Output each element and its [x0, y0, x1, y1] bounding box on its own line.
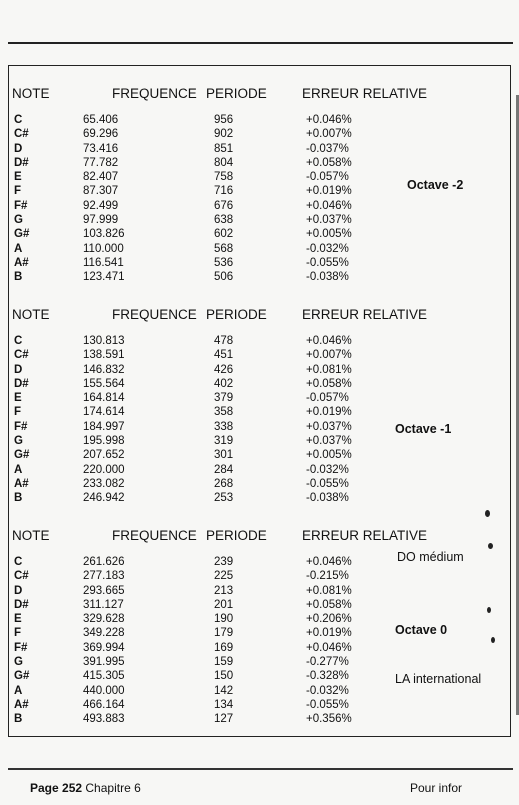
la-international-label: LA international: [395, 672, 482, 686]
period-cell: 602: [214, 228, 234, 241]
period-cell: 268: [214, 477, 234, 490]
scan-smudge: [488, 543, 493, 549]
freq-cell: 174.614: [83, 406, 125, 419]
freq-cell: 65.406: [83, 114, 119, 126]
note-cell: B: [14, 713, 23, 726]
period-cell: 127: [214, 713, 234, 726]
scan-smudge: [487, 607, 491, 613]
header-frequence: FREQUENCE: [112, 528, 197, 543]
freq-cell: 329.628: [83, 613, 125, 626]
error-cell: -0.032%: [306, 242, 349, 255]
period-cell: 379: [214, 392, 234, 405]
note-cell: C#: [14, 349, 29, 362]
octave-label: Octave -1: [395, 422, 452, 436]
error-cell: -0.032%: [306, 684, 349, 697]
table-row: [14, 335, 509, 349]
error-cell: +0.005%: [306, 228, 352, 241]
period-cell: 213: [214, 584, 234, 597]
note-cell: B: [14, 492, 23, 505]
table-row: [14, 143, 509, 157]
table-row: [14, 464, 509, 478]
table-row: [14, 570, 509, 584]
error-cell: +0.081%: [306, 363, 352, 376]
period-cell: 402: [214, 377, 234, 390]
note-rows: [14, 114, 509, 286]
period-cell: 902: [214, 128, 234, 141]
octave-label: Octave 0: [395, 623, 448, 637]
note-cell: C: [14, 556, 23, 568]
header-note: NOTE: [12, 307, 50, 322]
freq-cell: 391.995: [83, 656, 125, 669]
error-cell: +0.081%: [306, 584, 352, 597]
note-rows: [14, 556, 509, 728]
period-cell: 536: [214, 256, 234, 269]
note-cell: G#: [14, 449, 30, 462]
scan-smudge: [485, 510, 490, 517]
table-row: [14, 128, 509, 142]
table-row: [14, 349, 509, 363]
column-header-row: [14, 86, 509, 104]
table-row: [14, 364, 509, 378]
table-row: [14, 214, 509, 228]
freq-cell: 220.000: [83, 463, 125, 476]
freq-cell: 311.127: [83, 598, 124, 611]
error-cell: +0.037%: [306, 214, 352, 227]
column-header-row: [14, 307, 509, 325]
note-cell: A: [14, 242, 23, 255]
error-cell: -0.037%: [306, 142, 349, 155]
freq-cell: 277.183: [83, 570, 125, 583]
table-row: [14, 699, 509, 713]
table-row: [14, 478, 509, 492]
freq-cell: 73.416: [83, 142, 119, 155]
table-row: [14, 114, 509, 128]
note-cell: C#: [14, 128, 29, 141]
note-cell: F#: [14, 199, 28, 212]
table-row: [14, 200, 509, 214]
note-cell: G: [14, 656, 23, 669]
period-cell: 142: [214, 684, 234, 697]
error-cell: -0.038%: [306, 492, 349, 505]
error-cell: -0.057%: [306, 171, 349, 184]
period-cell: 190: [214, 613, 234, 626]
period-cell: 253: [214, 492, 234, 505]
freq-cell: 138.591: [83, 349, 125, 362]
table-row: [14, 271, 509, 285]
table-row: [14, 656, 509, 670]
freq-cell: 103.826: [83, 228, 125, 241]
note-cell: G: [14, 214, 23, 227]
period-cell: 956: [214, 114, 234, 126]
note-cell: D#: [14, 377, 29, 390]
period-cell: 358: [214, 406, 234, 419]
freq-cell: 77.782: [83, 156, 119, 169]
octave-section-minus1: [14, 307, 509, 507]
table-row: [14, 228, 509, 242]
error-cell: +0.046%: [306, 335, 352, 347]
error-cell: -0.055%: [306, 256, 349, 269]
table-row: [14, 713, 509, 727]
error-cell: +0.019%: [306, 406, 352, 419]
freq-cell: 97.999: [83, 214, 119, 227]
header-periode: PERIODE: [206, 307, 267, 322]
error-cell: -0.032%: [306, 463, 349, 476]
error-cell: +0.046%: [306, 114, 352, 126]
note-cell: D: [14, 363, 23, 376]
period-cell: 758: [214, 171, 234, 184]
octave-label: Octave -2: [407, 178, 464, 192]
period-cell: 451: [214, 349, 234, 362]
note-rows: [14, 335, 509, 507]
freq-cell: 82.407: [83, 171, 119, 184]
period-cell: 851: [214, 142, 234, 155]
note-cell: C: [14, 114, 23, 126]
error-cell: -0.038%: [306, 271, 349, 284]
header-note: NOTE: [12, 86, 50, 101]
freq-cell: 69.296: [83, 128, 119, 141]
note-cell: A#: [14, 698, 29, 711]
error-cell: +0.046%: [306, 199, 352, 212]
note-cell: F: [14, 627, 22, 640]
freq-cell: 246.942: [83, 492, 125, 505]
note-cell: A: [14, 684, 23, 697]
header-erreur: ERREUR RELATIVE: [302, 528, 428, 543]
note-cell: F#: [14, 420, 28, 433]
period-cell: 301: [214, 449, 234, 462]
footer-right: Pour infor: [410, 781, 463, 795]
table-row: [14, 157, 509, 171]
freq-cell: 155.564: [83, 377, 125, 390]
note-cell: E: [14, 392, 22, 405]
freq-cell: 130.813: [83, 335, 125, 347]
error-cell: -0.328%: [306, 670, 349, 683]
error-cell: -0.055%: [306, 477, 349, 490]
note-cell: D: [14, 142, 23, 155]
freq-cell: 440.000: [83, 684, 125, 697]
table-row: [14, 449, 509, 463]
period-cell: 179: [214, 627, 234, 640]
error-cell: +0.007%: [306, 128, 352, 141]
table-row: [14, 685, 509, 699]
note-cell: D#: [14, 598, 29, 611]
error-cell: +0.356%: [306, 713, 352, 726]
period-cell: 319: [214, 435, 234, 448]
note-cell: F#: [14, 641, 28, 654]
footer-left: [30, 781, 141, 795]
error-cell: +0.037%: [306, 420, 352, 433]
table-row: [14, 492, 509, 506]
column-header-row: [14, 528, 509, 546]
scan-smudge: [491, 637, 495, 643]
error-cell: +0.058%: [306, 598, 352, 611]
period-cell: 225: [214, 570, 234, 583]
period-cell: 426: [214, 363, 234, 376]
error-cell: +0.058%: [306, 377, 352, 390]
freq-cell: 123.471: [83, 271, 125, 284]
header-frequence: FREQUENCE: [112, 307, 197, 322]
error-cell: +0.037%: [306, 435, 352, 448]
error-cell: -0.057%: [306, 392, 349, 405]
note-cell: C#: [14, 570, 29, 583]
note-cell: D#: [14, 156, 29, 169]
period-cell: 338: [214, 420, 234, 433]
freq-cell: 369.994: [83, 641, 125, 654]
header-periode: PERIODE: [206, 528, 267, 543]
error-cell: -0.055%: [306, 698, 349, 711]
freq-cell: 349.228: [83, 627, 125, 640]
freq-cell: 233.082: [83, 477, 125, 490]
period-cell: 159: [214, 656, 234, 669]
freq-cell: 195.998: [83, 435, 125, 448]
table-row: [14, 585, 509, 599]
error-cell: -0.215%: [306, 570, 349, 583]
period-cell: 506: [214, 271, 234, 284]
header-frequence: FREQUENCE: [112, 86, 197, 101]
freq-cell: 116.541: [83, 256, 124, 269]
table-row: [14, 406, 509, 420]
period-cell: 239: [214, 556, 234, 568]
period-cell: 804: [214, 156, 234, 169]
do-medium-label: DO médium: [397, 550, 464, 564]
period-cell: 478: [214, 335, 234, 347]
note-cell: C: [14, 335, 23, 347]
note-cell: A#: [14, 256, 29, 269]
freq-cell: 261.626: [83, 556, 125, 568]
header-periode: PERIODE: [206, 86, 267, 101]
note-cell: G: [14, 435, 23, 448]
error-cell: +0.019%: [306, 627, 352, 640]
error-cell: +0.019%: [306, 185, 352, 198]
freq-cell: 184.997: [83, 420, 125, 433]
note-cell: D: [14, 584, 23, 597]
period-cell: 201: [214, 598, 234, 611]
table-row: [14, 257, 509, 271]
error-cell: +0.046%: [306, 556, 352, 568]
note-cell: A: [14, 463, 23, 476]
bottom-rule: [8, 768, 513, 770]
header-note: NOTE: [12, 528, 50, 543]
error-cell: +0.007%: [306, 349, 352, 362]
octave-section-minus2: [14, 86, 509, 286]
freq-cell: 466.164: [83, 698, 125, 711]
table-row: [14, 599, 509, 613]
freq-cell: 110.000: [83, 242, 124, 255]
freq-cell: 293.665: [83, 584, 125, 597]
octave-section-0: [14, 528, 509, 728]
table-row: [14, 392, 509, 406]
header-erreur: ERREUR RELATIVE: [302, 86, 428, 101]
table-row: [14, 243, 509, 257]
table-row: [14, 378, 509, 392]
period-cell: 169: [214, 641, 234, 654]
note-cell: E: [14, 171, 22, 184]
period-cell: 284: [214, 463, 234, 476]
error-cell: +0.046%: [306, 641, 352, 654]
freq-cell: 92.499: [83, 199, 119, 212]
period-cell: 568: [214, 242, 234, 255]
note-cell: B: [14, 271, 23, 284]
top-rule: [8, 42, 513, 44]
freq-cell: 87.307: [83, 185, 119, 198]
chapter-label: Chapitre 6: [85, 781, 141, 795]
table-row: [14, 435, 509, 449]
table-row: [14, 642, 509, 656]
header-erreur: ERREUR RELATIVE: [302, 307, 428, 322]
freq-cell: 164.814: [83, 392, 125, 405]
note-cell: G#: [14, 228, 30, 241]
freq-cell: 146.832: [83, 363, 125, 376]
freq-cell: 207.652: [83, 449, 125, 462]
freq-cell: 493.883: [83, 713, 125, 726]
note-cell: E: [14, 613, 22, 626]
note-cell: F: [14, 185, 22, 198]
page-number: Page 252: [30, 781, 83, 795]
period-cell: 134: [214, 698, 234, 711]
note-cell: F: [14, 406, 22, 419]
period-cell: 716: [214, 185, 234, 198]
error-cell: +0.206%: [306, 613, 352, 626]
freq-cell: 415.305: [83, 670, 125, 683]
period-cell: 638: [214, 214, 234, 227]
error-cell: -0.277%: [306, 656, 349, 669]
note-cell: G#: [14, 670, 30, 683]
note-cell: A#: [14, 477, 29, 490]
period-cell: 676: [214, 199, 234, 212]
period-cell: 150: [214, 670, 234, 683]
error-cell: +0.058%: [306, 156, 352, 169]
error-cell: +0.005%: [306, 449, 352, 462]
